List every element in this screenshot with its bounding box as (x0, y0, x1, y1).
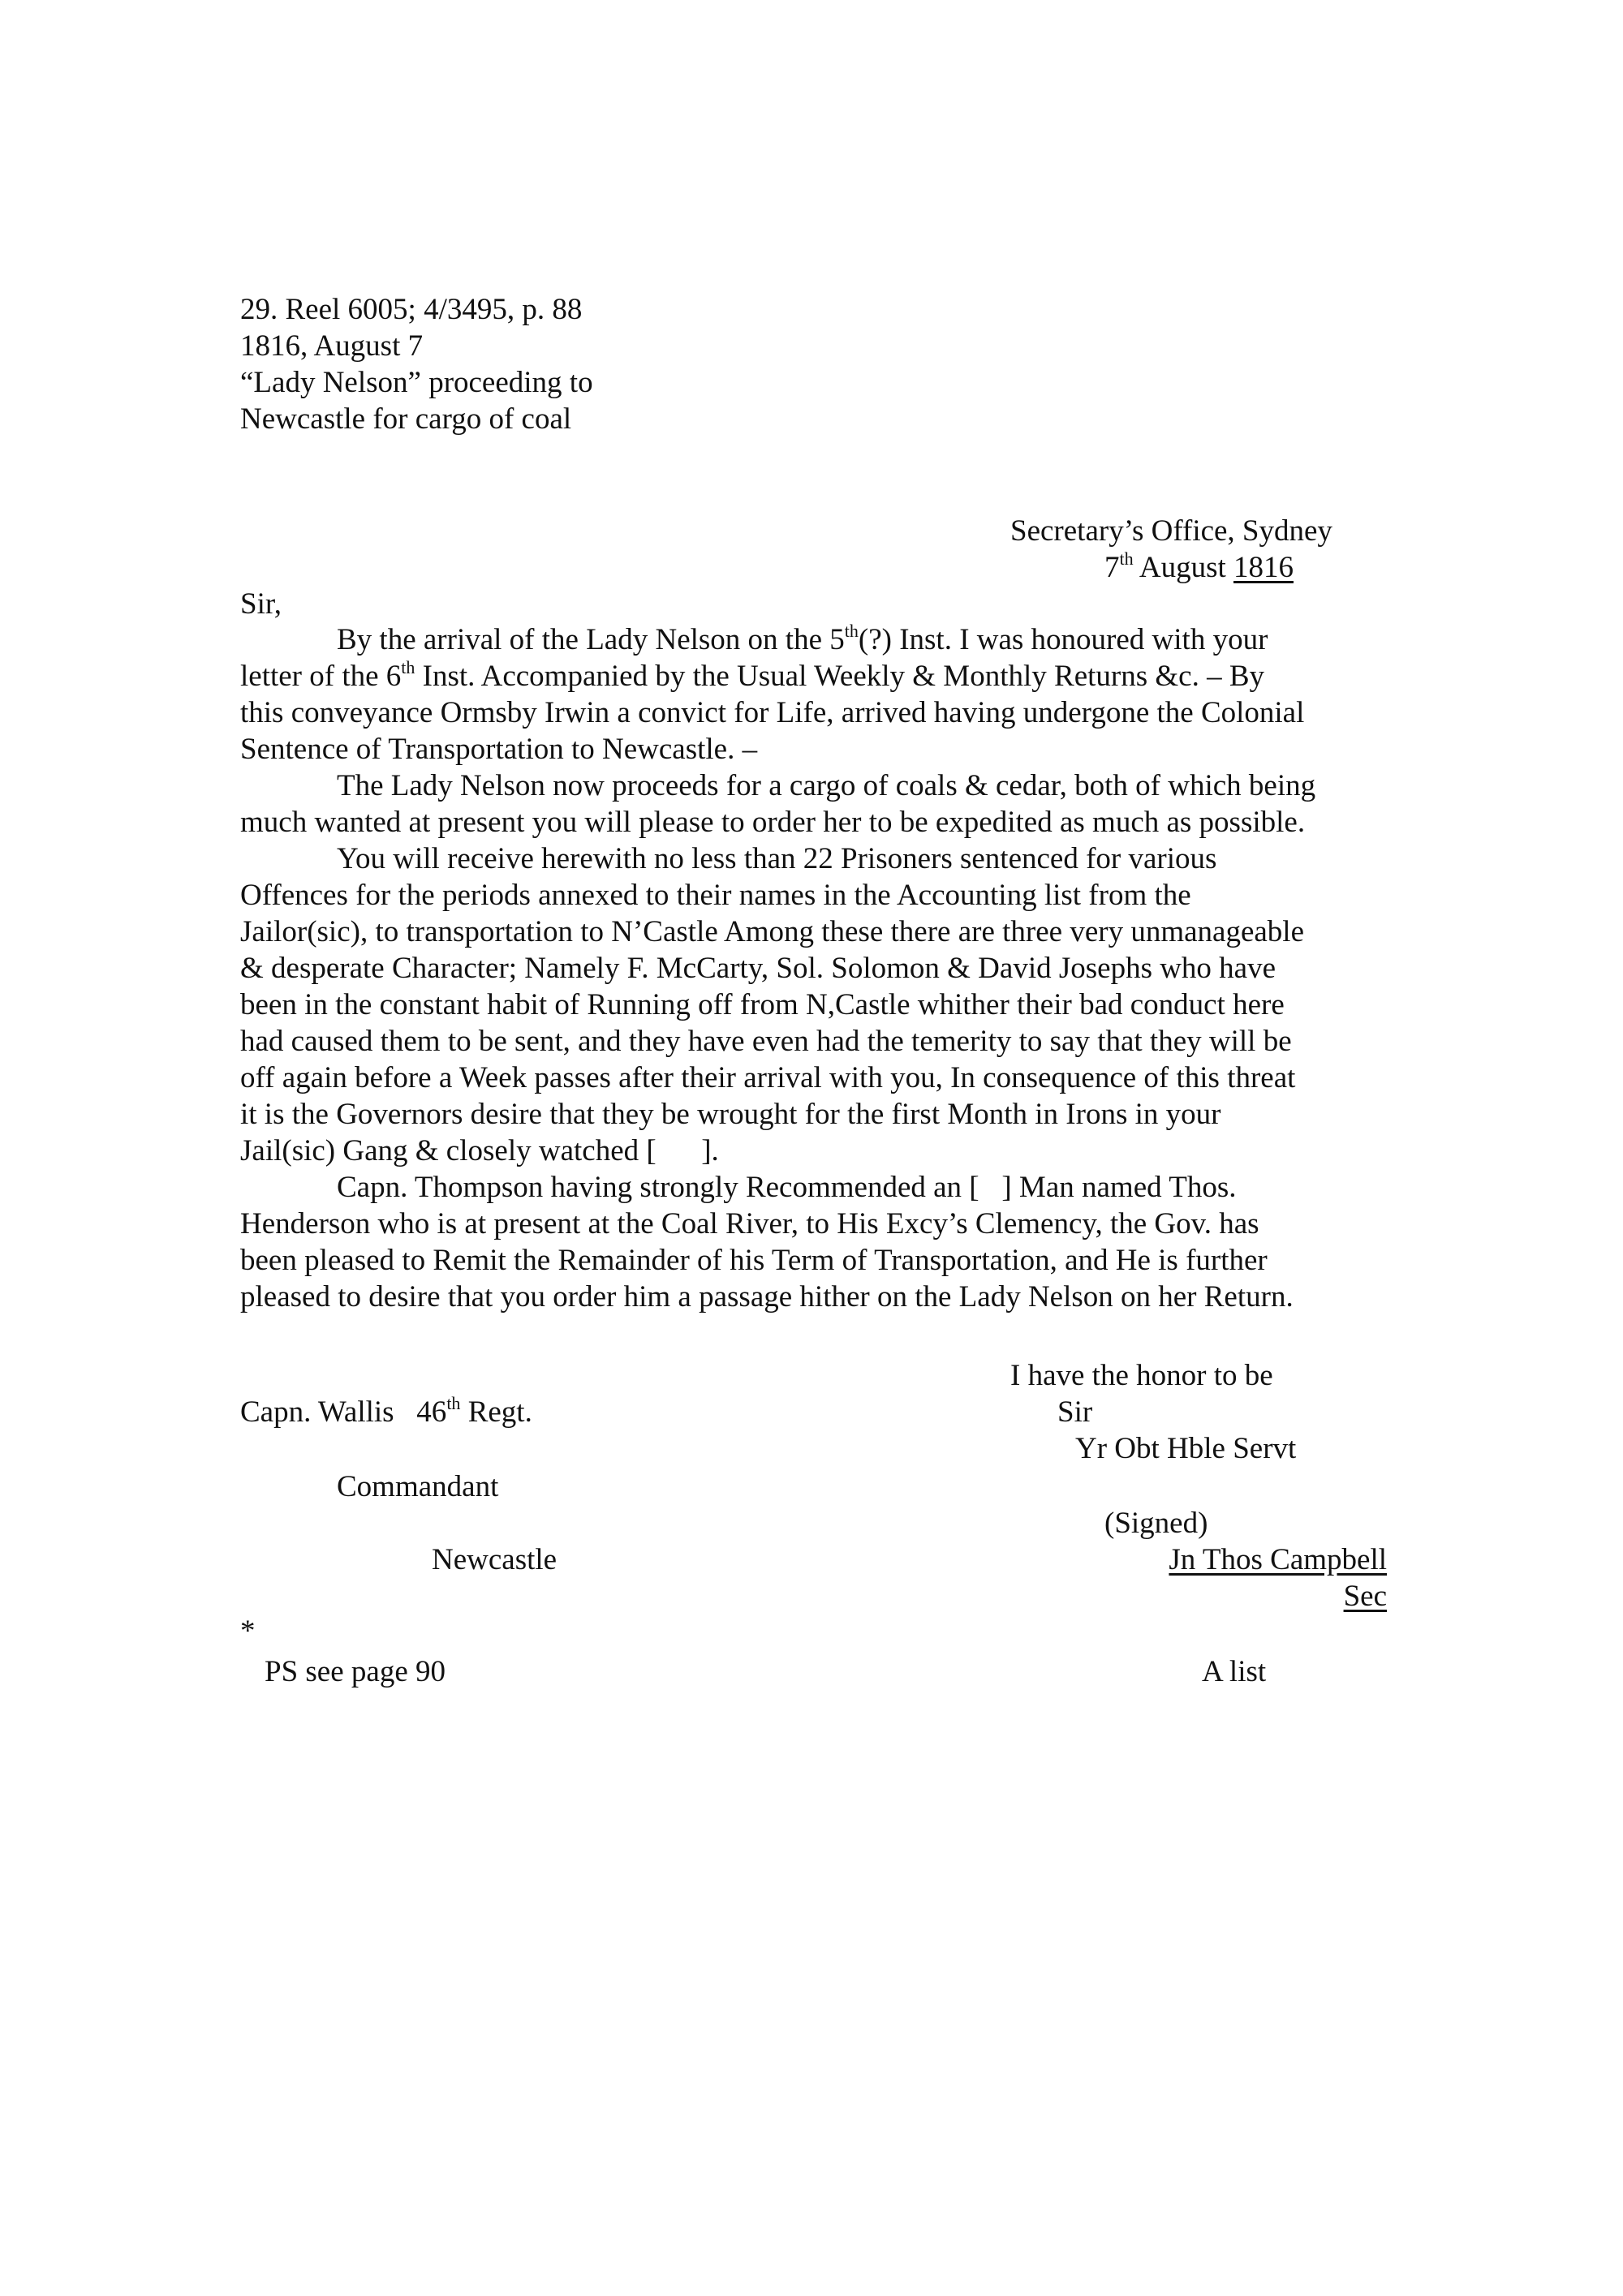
closing-line-1: I have the honor to be (1010, 1359, 1273, 1392)
body-line: been pleased to Remit the Remainder of his Term of Transportation, and He is further (240, 1244, 1268, 1277)
postscript-note: PS see page 90 (265, 1655, 446, 1688)
document-header (240, 291, 593, 437)
signed-note: (Signed) (1104, 1507, 1208, 1540)
date-month: August (1139, 551, 1226, 584)
subject-line-1: “Lady Nelson” proceeding to (240, 366, 593, 399)
closing-line-3: Yr Obt Hble Servt (1075, 1432, 1297, 1465)
body-line: pleased to desire that you order him a passage hither on the Lady Nelson on her Return. (240, 1280, 1294, 1314)
footnote-asterisk: * (240, 1615, 256, 1648)
body-line: & desperate Character; Namely F. McCarty, Sol. Solomon & David Josephs who have (240, 952, 1276, 985)
salutation: Sir, (240, 587, 282, 621)
subject-line-2: Newcastle for cargo of coal (240, 402, 572, 436)
body-line: it is the Governors desire that they be wrought for the first Month in Irons in your (240, 1098, 1221, 1131)
body-line: Offences for the periods annexed to their names in the Accounting list from the (240, 879, 1191, 912)
date-day-suffix: th (1119, 548, 1134, 569)
date-day: 7 (1104, 551, 1120, 584)
body-line: Jailor(sic), to transportation to N’Castle Among these there are three very unmanageable (240, 915, 1304, 948)
addressee-place: Newcastle (432, 1543, 558, 1576)
body-line: Jail(sic) Gang & closely watched [ ]. (240, 1134, 719, 1167)
closing-line-2: Sir (1057, 1395, 1093, 1429)
addressee-role: Commandant (337, 1470, 499, 1503)
list-note: A list (1202, 1655, 1267, 1688)
body-line: been in the constant habit of Running off from N,Castle whither their bad conduct here (240, 988, 1285, 1021)
letter-body (240, 621, 1388, 1315)
body-line: off again before a Week passes after their arrival with you, In consequence of this threat (240, 1061, 1296, 1094)
body-line: Capn. Thompson having strongly Recommended an [ ] Man named Thos. (337, 1171, 1237, 1204)
addressee-name: Capn. Wallis 46th Regt. (240, 1392, 532, 1429)
signatory-name: Jn Thos Campbell (1169, 1543, 1387, 1576)
date-line: 1816, August 7 (240, 329, 424, 363)
letter-date (1104, 549, 1294, 586)
date-year: 1816 (1233, 551, 1294, 584)
body-line: much wanted at present you will please to order her to be expedited as much as possible. (240, 806, 1306, 839)
body-line: By the arrival of the Lady Nelson on the 5th(?) Inst. I was honoured with your (337, 620, 1268, 656)
body-line: The Lady Nelson now proceeds for a cargo of coals & cedar, both of which being (337, 769, 1316, 802)
body-line: You will receive herewith no less than 22 Prisoners sentenced for various (337, 842, 1217, 875)
signatory-title: Sec (1343, 1580, 1387, 1613)
reference-line: 29. Reel 6005; 4/3495, p. 88 (240, 293, 583, 326)
body-line: this conveyance Ormsby Irwin a convict for Life, arrived having undergone the Colonial (240, 696, 1305, 729)
body-line: Henderson who is at present at the Coal River, to His Excy’s Clemency, the Gov. has (240, 1207, 1259, 1240)
body-line: had caused them to be sent, and they have even had the temerity to say that they will be (240, 1025, 1292, 1058)
body-line: Sentence of Transportation to Newcastle. – (240, 733, 758, 766)
body-line: letter of the 6th Inst. Accompanied by the Usual Weekly & Monthly Returns &c. – By (240, 656, 1264, 693)
sender-address: Secretary’s Office, Sydney (1010, 514, 1332, 548)
